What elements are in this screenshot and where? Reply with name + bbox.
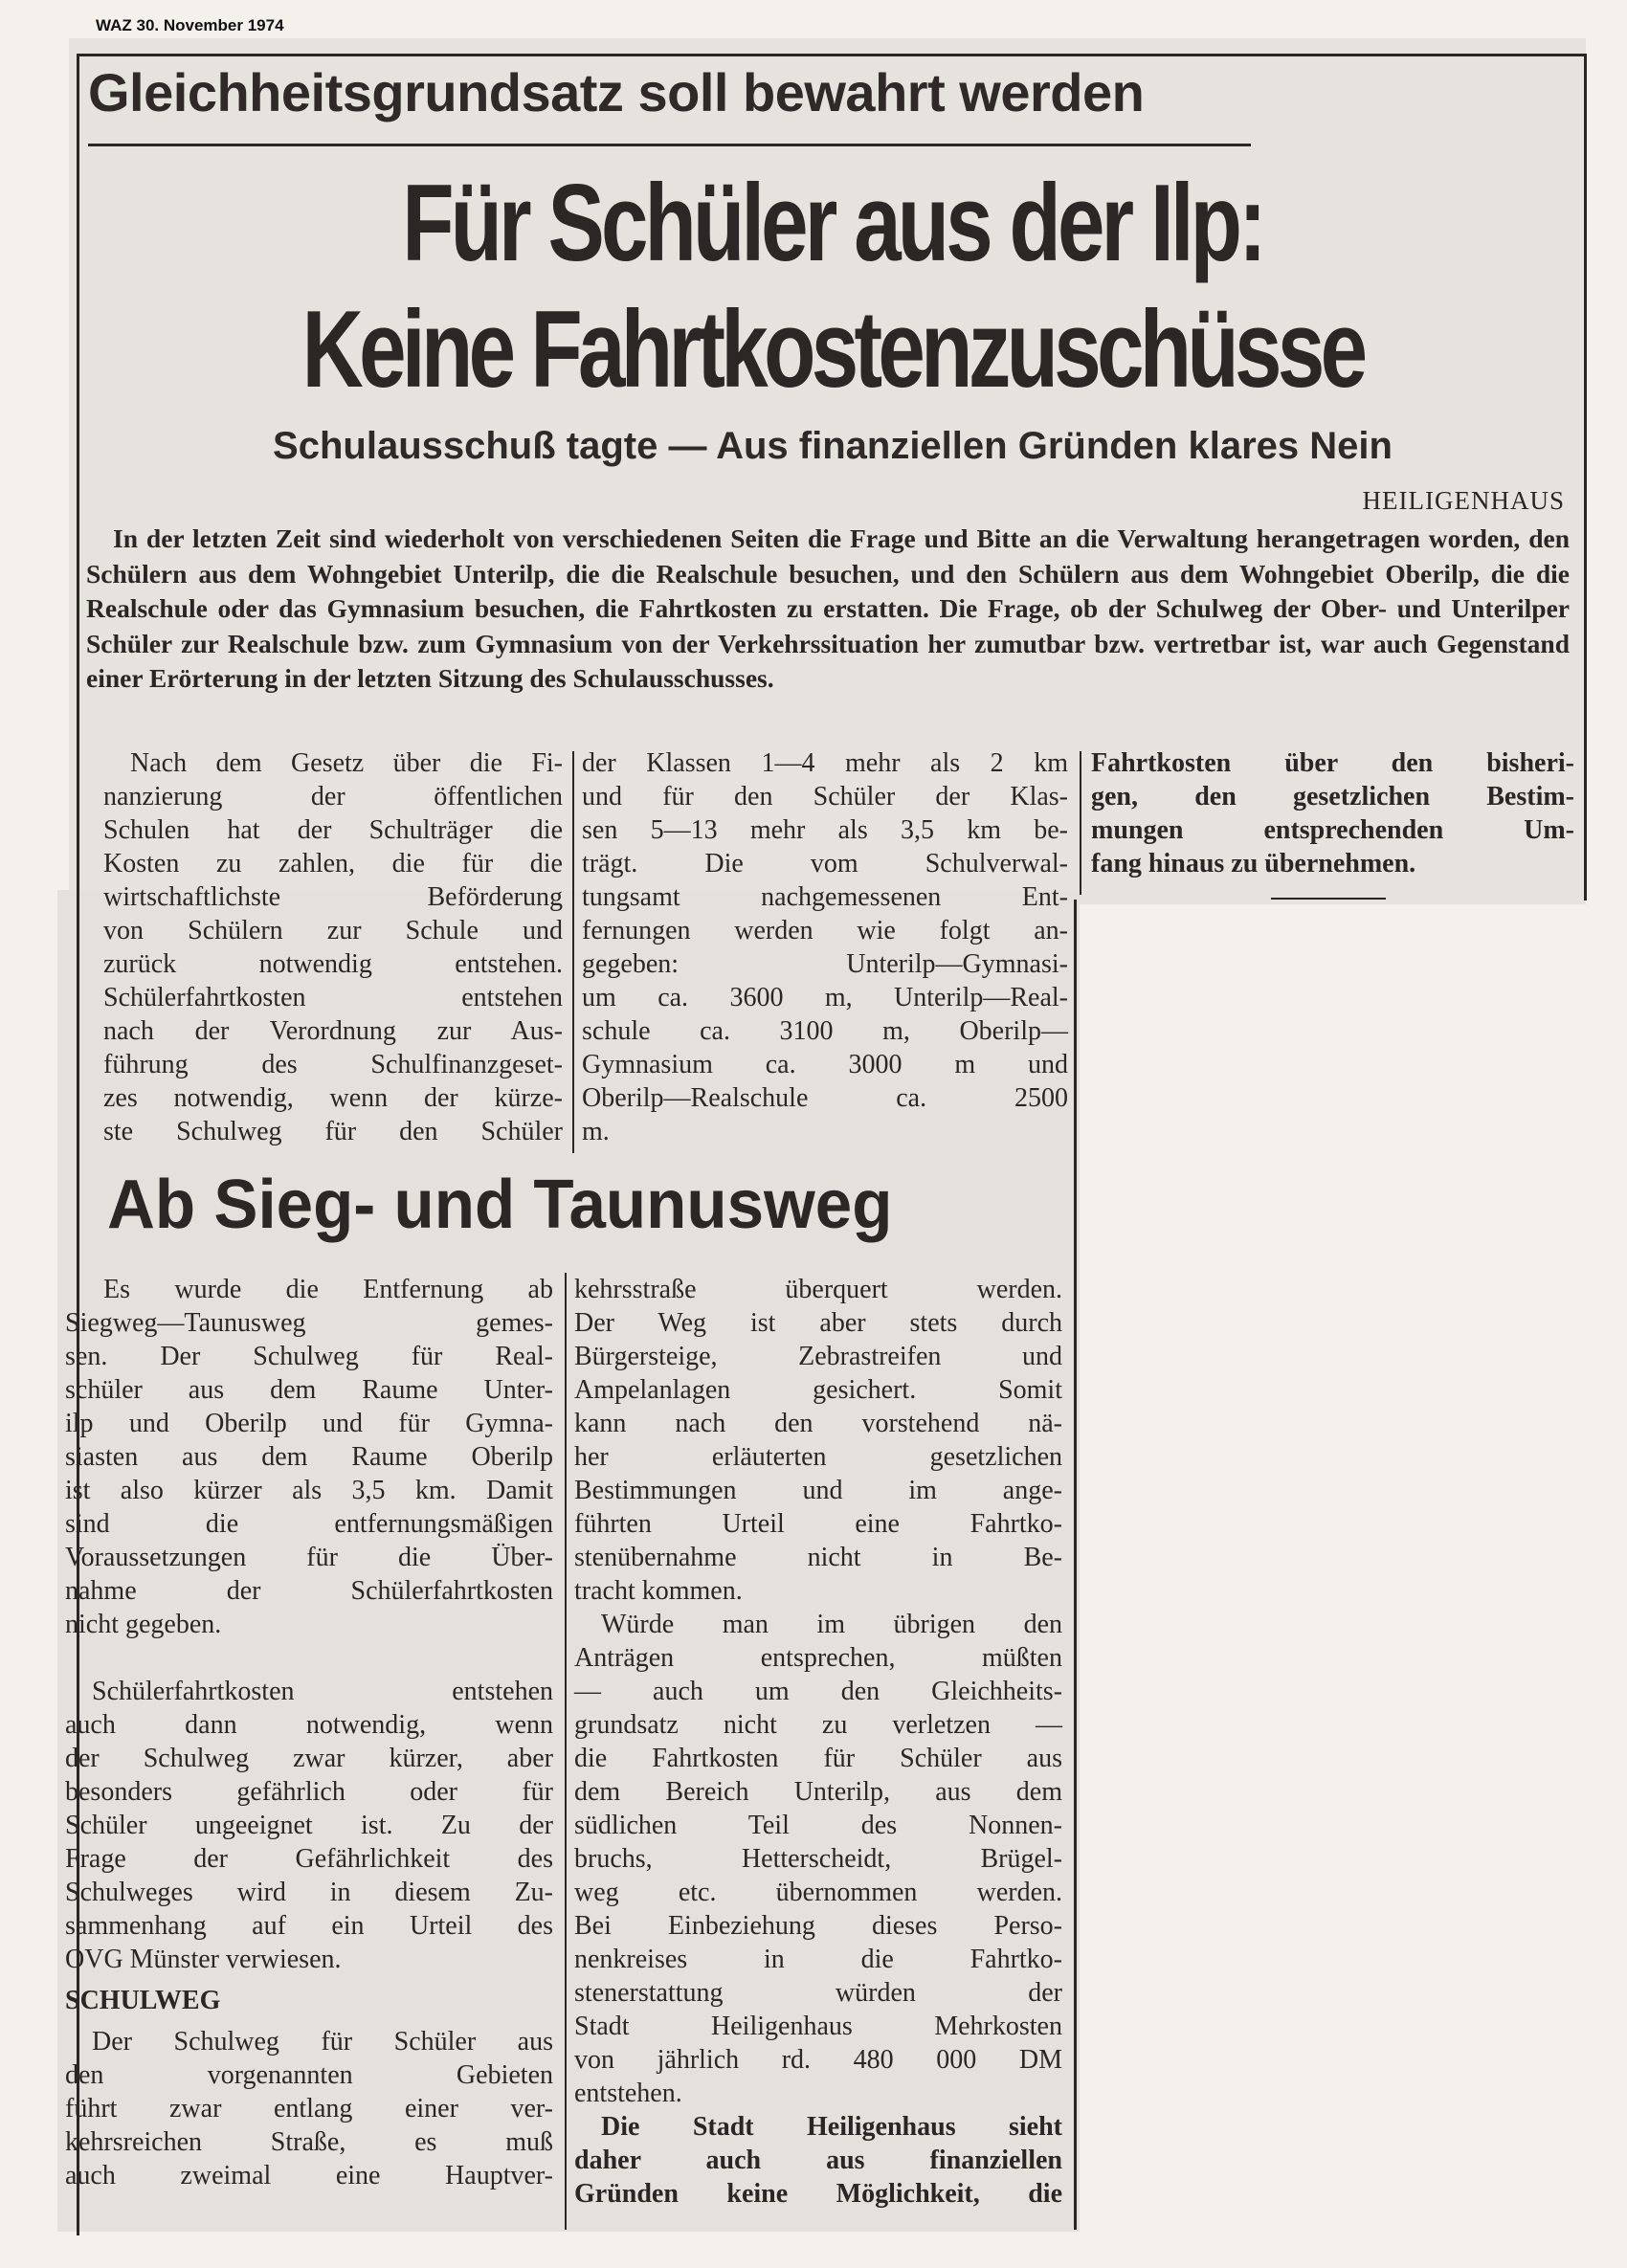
upper-column-1 [103, 746, 563, 1148]
text-line: grundsatz nicht zu verletzen — [574, 1710, 1062, 1740]
text-line: tungsamt nachgemessenen Ent- [582, 882, 1068, 912]
text-line: daher auch aus finanziellen [574, 2146, 1062, 2175]
text-line: siasten aus dem Raume Oberilp [65, 1442, 553, 1472]
text-line: führten Urteil eine Fahrtko- [574, 1509, 1062, 1539]
text-line: um ca. 3600 m, Unterilp—Real- [582, 983, 1068, 1012]
headline-line-1: Für Schüler aus der Ilp: [402, 163, 1263, 284]
text-line: Würde man im übrigen den [601, 1610, 1062, 1639]
text-line: weg etc. übernommen werden. [574, 1878, 1062, 1907]
text-line: nach der Verordnung zur Aus- [103, 1016, 563, 1046]
text-line: Stadt Heiligenhaus Mehrkosten [574, 2012, 1062, 2041]
text-line: führung des Schulfinanzgeset- [103, 1050, 563, 1079]
kicker-rule [88, 144, 1251, 146]
text-line: und für den Schüler der Klas- [582, 782, 1068, 812]
text-line: Oberilp—Realschule ca. 2500 [582, 1083, 1068, 1113]
right-border [1584, 54, 1587, 901]
text-line: mungen entsprechenden Um- [1091, 815, 1574, 845]
text-line: führt zwar entlang einer ver- [65, 2094, 553, 2123]
text-line: sammenhang auf ein Urteil des [65, 1911, 553, 1941]
text-line: der Klassen 1—4 mehr als 2 km [582, 748, 1068, 778]
text-line: Fahrtkosten über den bisheri- [1091, 748, 1574, 778]
text-line: entstehen. [574, 2079, 682, 2108]
text-line: ilp und Oberilp und für Gymna- [65, 1409, 553, 1438]
text-line: sen. Der Schulweg für Real- [65, 1342, 553, 1371]
text-line: Bürgersteige, Zebrastreifen und [574, 1342, 1062, 1371]
text-line: stenerstattung würden der [574, 1978, 1062, 2008]
text-line: von Schülern zur Schule und [103, 916, 563, 945]
text-line: besonders gefährlich oder für [65, 1777, 553, 1807]
text-line: trägt. Die vom Schulverwal- [582, 849, 1068, 878]
text-line: OVG Münster verwiesen. [65, 1945, 342, 1974]
text-line: südlichen Teil des Nonnen- [574, 1811, 1062, 1840]
text-line: Ampelanlagen gesichert. Somit [574, 1375, 1062, 1405]
text-line: nicht gegeben. [65, 1610, 222, 1639]
text-line: Gründen keine Möglichkeit, die [574, 2179, 1062, 2209]
text-line: Voraussetzungen für die Über- [65, 1543, 553, 1572]
text-line: schüler aus dem Raume Unter- [65, 1375, 553, 1405]
kicker: Gleichheitsgrundsatz soll bewahrt werden [88, 62, 1145, 122]
text-line: sind die entfernungsmäßigen [65, 1509, 553, 1539]
text-line: den vorgenannten Gebieten [65, 2060, 553, 2090]
text-line: wirtschaftlichste Beförderung [103, 882, 563, 912]
lower-column-2 [574, 1273, 1062, 2211]
text-line: sen 5—13 mehr als 3,5 km be- [582, 815, 1068, 845]
dateline: HEILIGENHAUS [1362, 486, 1565, 515]
top-border [77, 54, 1587, 56]
text-line: die Fahrtkosten für Schüler aus [574, 1744, 1062, 1773]
text-line: gegeben: Unterilp—Gymnasi- [582, 949, 1068, 979]
text-line: Schüler ungeeignet ist. Zu der [65, 1811, 553, 1840]
text-line: Schülerfahrtkosten entstehen [103, 983, 563, 1012]
text-line: Siegweg—Taunusweg gemes- [65, 1308, 553, 1338]
text-line: kann nach den vorstehend nä- [574, 1409, 1062, 1438]
text-line: Gymnasium ca. 3000 m und [582, 1050, 1068, 1079]
column-rule [1080, 751, 1081, 895]
text-line: Schulweges wird in diesem Zu- [65, 1878, 553, 1907]
source-label: WAZ 30. November 1974 [96, 16, 284, 34]
right-border-lower [1074, 900, 1077, 2230]
text-line: her erläuterten gesetzlichen [574, 1442, 1062, 1472]
text-line: Anträgen entsprechen, müßten [574, 1643, 1062, 1673]
text-line: bruchs, Hetterscheidt, Brügel- [574, 1844, 1062, 1874]
text-line: Schulen hat der Schulträger die [103, 815, 563, 845]
text-line: nahme der Schülerfahrtkosten [65, 1576, 553, 1606]
text-line: zurück notwendig entstehen. [103, 949, 563, 979]
text-line: schule ca. 3100 m, Oberilp— [582, 1016, 1068, 1046]
column-rule [565, 1273, 567, 2230]
text-line: Es wurde die Entfernung ab [103, 1275, 553, 1304]
subsection-heading-schulweg: SCHULWEG [65, 1986, 221, 2015]
subheadline: Schulausschuß tagte — Aus finanziellen Gründen klares Nein [273, 425, 1393, 467]
text-line: ste Schulweg für den Schüler [103, 1117, 563, 1146]
text-line: Frage der Gefährlichkeit des [65, 1844, 553, 1874]
upper-column-3 [1091, 746, 1574, 880]
text-line: auch dann notwendig, wenn [65, 1710, 553, 1740]
text-line: nenkreises in die Fahrtko- [574, 1945, 1062, 1974]
section-heading: Ab Sieg- und Taunusweg [107, 1167, 893, 1243]
text-line: auch zweimal eine Hauptver- [65, 2161, 553, 2190]
text-line: gen, den gesetzlichen Bestim- [1091, 782, 1574, 812]
lead-paragraph: In der letzten Zeit sind wiederholt von verschiedenen Seiten die Frage und Bitte an die Verwaltung herangetragen worden, den Schülern aus dem Wohngebiet Unterilp, die die Realschule besuchen, und den Schülern aus dem Wohngebiet Oberilp, die die Realschule oder das Gymnasium besuchen, die Fahrtkosten zu erstatten. Die Frage, ob der Schulweg der Ober- und Unterilper Schüler zur Realschule bzw. zum Gymnasium von der Verkehrssituation her zumutbar bzw. vertretbar ist, war auch Gegenstand einer Erörterung in der letzten Sitzung des Schulausschusses. [86, 523, 1570, 693]
text-line: der Schulweg zwar kürzer, aber [65, 1744, 553, 1773]
text-line: nanzierung der öffentlichen [103, 782, 563, 812]
text-line: Nach dem Gesetz über die Fi- [130, 748, 563, 778]
text-line: stenübernahme nicht in Be- [574, 1543, 1062, 1572]
column-rule [572, 751, 574, 1153]
text-line: Bei Einbeziehung dieses Perso- [574, 1911, 1062, 1941]
text-line: — auch um den Gleichheits- [574, 1677, 1062, 1706]
text-line: Die Stadt Heiligenhaus sieht [601, 2112, 1062, 2142]
headline-line-2: Keine Fahrtkostenzuschüsse [301, 289, 1364, 411]
text-line: kehrsstraße überquert werden. [574, 1275, 1062, 1304]
text-line: zes notwendig, wenn der kürze- [103, 1083, 563, 1113]
text-line: kehrsreichen Straße, es muß [65, 2127, 553, 2157]
text-line: ist also kürzer als 3,5 km. Damit [65, 1476, 553, 1505]
text-line: fernungen werden wie folgt an- [582, 916, 1068, 945]
text-line: Kosten zu zahlen, die für die [103, 849, 563, 878]
text-line: Der Schulweg für Schüler aus [92, 2027, 553, 2057]
text-line: m. [582, 1117, 610, 1146]
text-line: dem Bereich Unterilp, aus dem [574, 1777, 1062, 1807]
paragraph-gap [65, 1641, 553, 1675]
upper-column-2 [582, 746, 1068, 1148]
text-line: Schülerfahrtkosten entstehen [92, 1677, 553, 1706]
text-line: Der Weg ist aber stets durch [574, 1308, 1062, 1338]
lower-column-1 [65, 1273, 553, 2192]
text-line: von jährlich rd. 480 000 DM [574, 2045, 1062, 2075]
text-line: fang hinaus zu übernehmen. [1091, 849, 1416, 878]
article-end-rule [1271, 898, 1386, 900]
text-line: tracht kommen. [574, 1576, 743, 1606]
text-line: Bestimmungen und im ange- [574, 1476, 1062, 1505]
